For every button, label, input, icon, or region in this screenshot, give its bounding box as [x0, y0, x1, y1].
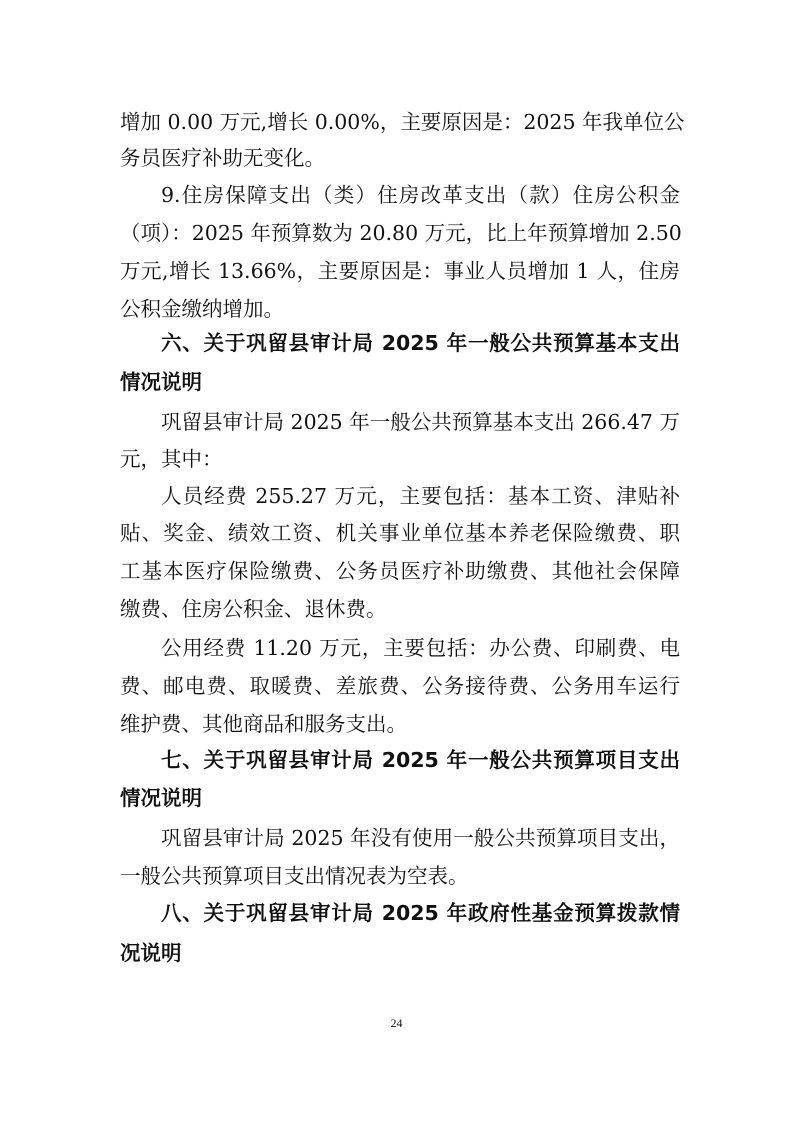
body-line: 工基本医疗保险缴费、公务员医疗补助缴费、其他社会保障 [120, 559, 680, 583]
body-line: 公积金缴纳增加。 [120, 297, 284, 321]
page-number: 24 [390, 1016, 403, 1030]
body-line: 增加 0.00 万元,增长 0.00%，主要原因是：2025 年我单位公 [120, 110, 685, 134]
body-line: 维护费、其他商品和服务支出。 [120, 712, 407, 736]
section-heading: 情况说明 [120, 370, 202, 394]
body-line: 元，其中： [120, 447, 223, 471]
body-line: 费、邮电费、取暖费、差旅费、公务接待费、公务用车运行 [120, 674, 680, 698]
body-line: 公用经费 11.20 万元，主要包括：办公费、印刷费、电 [161, 636, 680, 660]
body-line: 巩留县审计局 2025 年一般公共预算基本支出 266.47 万 [161, 410, 680, 434]
body-line: （项）：2025 年预算数为 20.80 万元，比上年预算增加 2.50 [120, 221, 682, 245]
section-heading: 七、关于巩留县审计局 2025 年一般公共预算项目支出 [161, 748, 680, 772]
section-heading: 六、关于巩留县审计局 2025 年一般公共预算基本支出 [161, 331, 680, 355]
body-line: 万元,增长 13.66%，主要原因是：事业人员增加 1 人，住房 [120, 259, 680, 283]
section-heading: 况说明 [120, 941, 182, 965]
body-line: 人员经费 255.27 万元，主要包括：基本工资、津贴补 [161, 484, 680, 508]
body-line: 缴费、住房公积金、退休费。 [120, 597, 387, 621]
body-line: 9.住房保障支出（类）住房改革支出（款）住房公积金 [161, 183, 680, 207]
body-line: 务员医疗补助无变化。 [120, 146, 325, 170]
body-line: 一般公共预算项目支出情况表为空表。 [120, 864, 469, 888]
body-line: 贴、奖金、绩效工资、机关事业单位基本养老保险缴费、职 [120, 521, 680, 545]
body-line: 巩留县审计局 2025 年没有使用一般公共预算项目支出， [161, 826, 680, 850]
section-heading: 八、关于巩留县审计局 2025 年政府性基金预算拨款情 [161, 901, 680, 925]
section-heading: 情况说明 [120, 786, 202, 810]
